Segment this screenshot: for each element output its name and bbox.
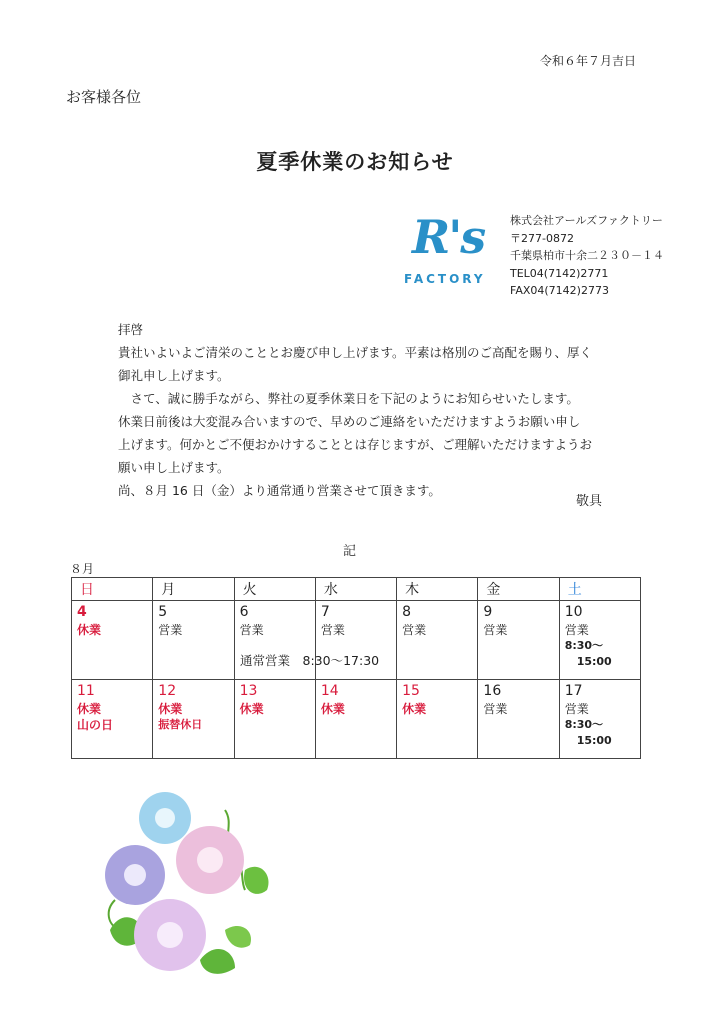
letter-line: 上げます。何かとご不便おかけすることとは存じますが、ご理解いただけますようお — [118, 437, 593, 452]
company-postal: 〒277-0872 — [510, 231, 574, 245]
day-status: 休業 — [320, 702, 345, 716]
company-tel: TEL04(7142)2771 — [510, 266, 609, 280]
day-number: 8 — [402, 604, 412, 620]
calendar-cell — [72, 680, 153, 759]
letter-line: 休業日前後は大変混み合いますので、早めのご連絡をいただけますようお願い申し — [118, 414, 581, 429]
day-number: 13 — [239, 683, 258, 699]
day-status: 営業 — [483, 623, 508, 637]
company-fax: FAX04(7142)2773 — [510, 284, 609, 297]
hours-from: 8:30～ — [564, 639, 604, 652]
day-number: 5 — [158, 604, 168, 620]
header-tue: 火 — [234, 578, 315, 601]
day-number: 17 — [564, 683, 583, 699]
page-title: 夏季休業のお知らせ — [256, 150, 454, 174]
greeting: 拝啓 — [118, 322, 144, 337]
calendar-cell — [234, 680, 315, 759]
header-wed: 水 — [315, 578, 396, 601]
header-mon: 月 — [153, 578, 234, 601]
calendar-cell — [397, 680, 478, 759]
logo-mark: R's — [412, 210, 485, 264]
regular-hours-note: 通常営業 8:30～17:30 — [240, 653, 380, 668]
header-sat: 土 — [559, 578, 640, 601]
day-status: 営業 — [158, 623, 183, 637]
company-address: 千葉県柏市十余二２３０－１４ — [510, 249, 664, 262]
calendar-cell — [478, 680, 559, 759]
day-status: 営業 — [564, 702, 589, 716]
calendar-cell — [397, 601, 478, 680]
letter-body — [118, 318, 608, 502]
saturday-hours — [565, 717, 635, 749]
day-number: 12 — [158, 683, 177, 699]
day-status: 営業 — [320, 623, 345, 637]
recipient: お客様各位 — [66, 88, 142, 106]
calendar-month: ８月 — [70, 562, 95, 576]
day-status: 休業 — [77, 623, 102, 637]
company-name: 株式会社アールズファクトリー — [510, 214, 663, 227]
company-logo — [402, 210, 506, 292]
day-status: 休業 — [158, 702, 183, 716]
hours-to: 15:00 — [576, 655, 612, 668]
hours-from: 8:30～ — [564, 718, 604, 731]
calendar-cell — [315, 680, 396, 759]
day-number: 9 — [483, 604, 493, 620]
calendar-cell — [72, 601, 153, 680]
letter-line: 願い申し上げます。 — [118, 460, 230, 475]
holiday-note: 山の日 — [77, 718, 114, 732]
letter-line: 尚、８月 16 日（金）より通常通り営業させて頂きます。 — [118, 483, 441, 498]
closing: 敬具 — [576, 494, 603, 509]
hours-to: 15:00 — [576, 734, 612, 747]
calendar-cell — [559, 601, 640, 680]
letter-line: 御礼申し上げます。 — [118, 368, 230, 383]
day-number: 11 — [77, 683, 95, 699]
day-status: 営業 — [564, 623, 589, 637]
day-number: 7 — [320, 604, 330, 620]
company-info — [510, 212, 664, 300]
day-number: 15 — [402, 683, 420, 699]
letter-date: 令和６年７月吉日 — [540, 54, 637, 68]
day-status: 営業 — [239, 623, 264, 637]
holiday-note: 振替休日 — [158, 718, 203, 731]
letter-line: さて、誠に勝手ながら、弊社の夏季休業日を下記のようにお知らせいたします。 — [118, 391, 579, 406]
calendar-cell — [559, 680, 640, 759]
day-number: 10 — [564, 604, 583, 620]
day-status: 営業 — [483, 702, 508, 716]
day-status: 休業 — [77, 702, 102, 716]
day-number: 4 — [77, 604, 87, 620]
morning-glory-flowers — [95, 790, 275, 980]
day-status: 営業 — [402, 623, 427, 637]
day-number: 6 — [239, 604, 249, 620]
calendar-week-row — [72, 680, 641, 759]
header-sun: 日 — [72, 578, 153, 601]
day-number: 14 — [320, 683, 339, 699]
header-fri: 金 — [478, 578, 559, 601]
day-number: 16 — [483, 683, 502, 699]
day-status: 休業 — [402, 702, 427, 716]
header-thu: 木 — [397, 578, 478, 601]
logo-subtext: FACTORY — [404, 272, 486, 286]
calendar-header-row — [72, 578, 641, 601]
saturday-hours — [565, 638, 635, 670]
day-status: 休業 — [239, 702, 264, 716]
calendar-cell — [478, 601, 559, 680]
calendar-cell — [153, 680, 234, 759]
letter-line: 貴社いよいよご清栄のこととお慶び申し上げます。平素は格別のご高配を賜り、厚く — [118, 345, 593, 360]
calendar-cell — [153, 601, 234, 680]
ki-heading: 記 — [343, 544, 357, 559]
